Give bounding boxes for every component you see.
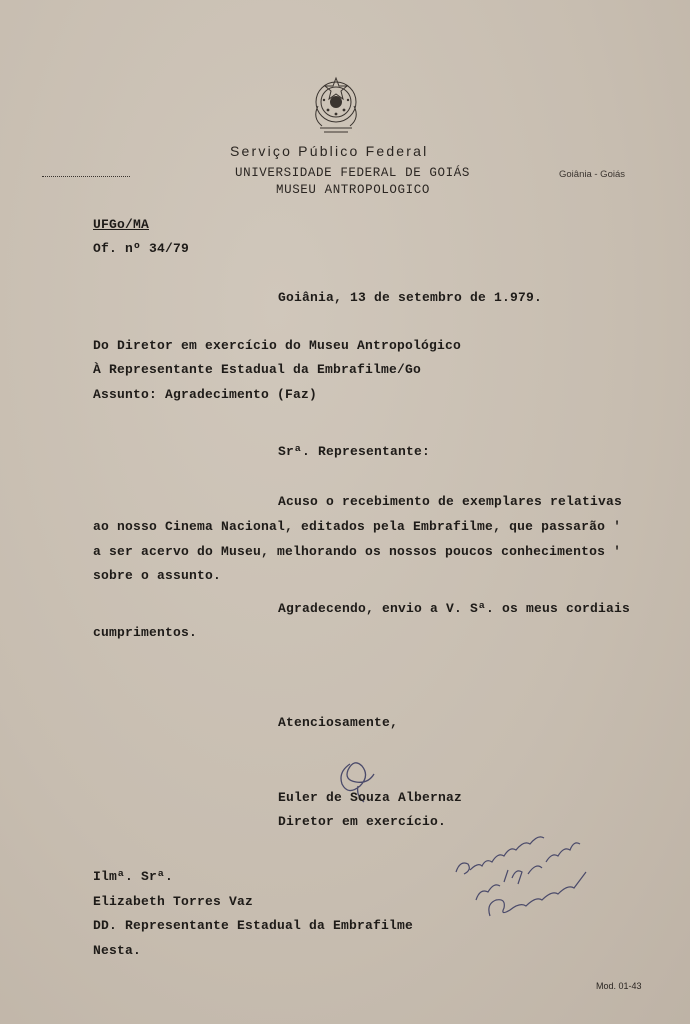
body-line: a ser acervo do Museu, melhorando os nossos poucos conhecimentos ': [93, 544, 622, 559]
recipient-line: Elizabeth Torres Vaz: [93, 894, 254, 909]
signatory-name: Euler de Souza Albernaz: [278, 790, 463, 805]
salutation: Srª. Representante:: [278, 444, 431, 459]
dotted-rule: [42, 176, 130, 177]
closing: Atenciosamente,: [278, 715, 399, 730]
header-city: Goiânia - Goiás: [559, 169, 626, 180]
header-university: UNIVERSIDADE FEDERAL DE GOIÁS: [235, 166, 470, 180]
routing-from: Do Diretor em exercício do Museu Antropológico: [93, 338, 462, 353]
recipient-line: Ilmª. Srª.: [93, 869, 174, 884]
routing-subject: Assunto: Agradecimento (Faz): [93, 387, 318, 402]
body-line: Agradecendo, envio a V. Sª. os meus cordiais: [278, 601, 631, 616]
header-service: Serviço Público Federal: [230, 143, 429, 159]
office-number: Of. nº 34/79: [93, 241, 190, 256]
signatory-title: Diretor em exercício.: [278, 814, 447, 829]
form-code: Mod. 01-43: [596, 981, 642, 991]
routing-to: À Representante Estadual da Embrafilme/Go: [93, 362, 422, 377]
recipient-line: DD. Representante Estadual da Embrafilme: [93, 918, 414, 933]
coat-of-arms-icon: [306, 72, 366, 138]
recipient-line: Nesta.: [93, 943, 142, 958]
body-line: ao nosso Cinema Nacional, editados pela Embrafilme, que passarão ': [93, 519, 622, 534]
body-line: sobre o assunto.: [93, 568, 222, 583]
date-line: Goiânia, 13 de setembro de 1.979.: [278, 290, 543, 305]
header-museum: MUSEU ANTROPOLOGICO: [276, 183, 430, 197]
reference-code: UFGo/MA: [93, 217, 150, 232]
handwritten-note: [446, 812, 596, 922]
body-line: Acuso o recebimento de exemplares relativas: [278, 494, 623, 509]
body-line: cumprimentos.: [93, 625, 198, 640]
